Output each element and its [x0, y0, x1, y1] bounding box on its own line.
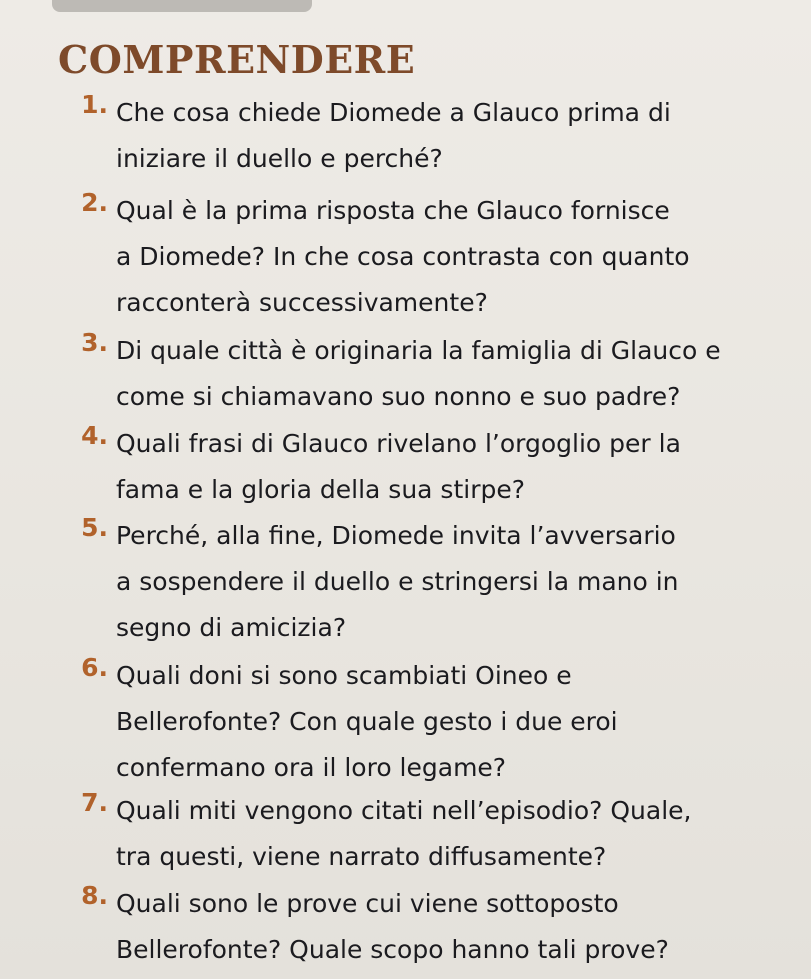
- question-number: 5.: [81, 513, 108, 542]
- question-number: 3.: [81, 328, 108, 357]
- question-text: Quali sono le prove cui viene sottoposto Bellerofonte? Quale scopo hanno tali prove?: [116, 889, 669, 964]
- question-number: 1.: [81, 90, 108, 119]
- question-number: 4.: [81, 421, 108, 450]
- question-text: Perché, alla fine, Diomede invita l’avversario a sospendere il duello e stringersi la mano in segno di amicizia?: [116, 521, 679, 642]
- question-text: Che cosa chiede Diomede a Glauco prima di iniziare il duello e perché?: [116, 98, 671, 173]
- question-text: Quali miti vengono citati nell’episodio? Quale, tra questi, viene narrato diffusamente?: [116, 796, 692, 871]
- question-number: 6.: [81, 653, 108, 682]
- question-number: 2.: [81, 188, 108, 217]
- question-text: Qual è la prima risposta che Glauco fornisce a Diomede? In che cosa contrasta con quanto racconterà successivamente?: [116, 196, 690, 317]
- question-text: Quali doni si sono scambiati Oineo e Bellerofonte? Con quale gesto i due eroi confermano ora il loro legame?: [116, 661, 618, 782]
- section-heading: COMPRENDERE: [58, 37, 416, 82]
- question-number: 7.: [81, 788, 108, 817]
- question-text: Quali frasi di Glauco rivelano l’orgoglio per la fama e la gloria della sua stirpe?: [116, 429, 681, 504]
- question-number: 8.: [81, 881, 108, 910]
- question-text: Di quale città è originaria la famiglia di Glauco e come si chiamavano suo nonno e suo padre?: [116, 336, 721, 411]
